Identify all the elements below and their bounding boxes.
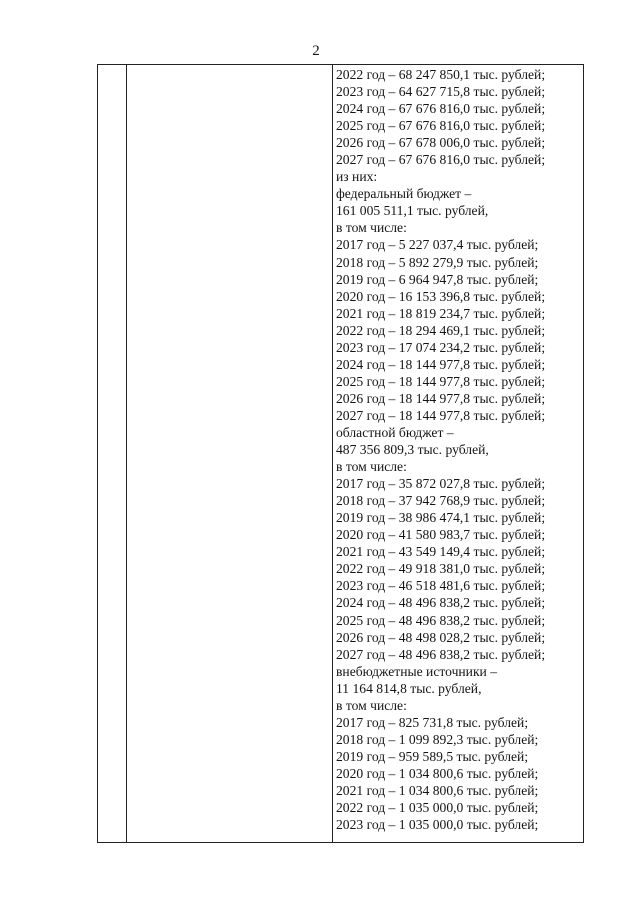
budget-line: 2017 год – 35 872 027,8 тыс. рублей; (336, 476, 546, 492)
budget-line: 2020 год – 41 580 983,7 тыс. рублей; (336, 527, 546, 543)
budget-table (97, 64, 584, 843)
budget-line: 2025 год – 18 144 977,8 тыс. рублей; (336, 373, 546, 389)
budget-line: 2021 год – 43 549 149,4 тыс. рублей; (336, 544, 546, 560)
budget-line: 2026 год – 48 498 028,2 тыс. рублей; (336, 629, 546, 645)
budget-line: в том числе: (336, 697, 407, 713)
value-lines (333, 65, 583, 833)
page-number: 2 (312, 43, 320, 59)
budget-line: 2022 год – 18 294 469,1 тыс. рублей; (336, 322, 546, 338)
budget-line: 2027 год – 18 144 977,8 тыс. рублей; (336, 407, 546, 423)
budget-line: 2024 год – 67 676 816,0 тыс. рублей; (336, 101, 546, 117)
budget-line: 161 005 511,1 тыс. рублей, (336, 203, 489, 219)
budget-line: 2018 год – 37 942 768,9 тыс. рублей; (336, 493, 546, 509)
budget-line: 2018 год – 1 099 892,3 тыс. рублей; (336, 731, 539, 747)
parameter-name-cell (127, 65, 333, 843)
table-row (98, 65, 584, 843)
budget-line: 2023 год – 1 035 000,0 тыс. рублей; (336, 817, 539, 833)
budget-line: из них: (336, 169, 378, 185)
budget-line: 2025 год – 48 496 838,2 тыс. рублей; (336, 612, 546, 628)
budget-line: 2022 год – 68 247 850,1 тыс. рублей; (336, 67, 546, 82)
budget-line: 487 356 809,3 тыс. рублей, (336, 442, 489, 458)
budget-line: 2025 год – 67 676 816,0 тыс. рублей; (336, 118, 546, 134)
budget-line: 2023 год – 17 074 234,2 тыс. рублей; (336, 339, 546, 355)
budget-line: 2017 год – 5 227 037,4 тыс. рублей; (336, 237, 539, 253)
budget-line: 2023 год – 46 518 481,6 тыс. рублей; (336, 578, 546, 594)
budget-line: 2019 год – 38 986 474,1 тыс. рублей; (336, 510, 546, 526)
budget-line: 2027 год – 48 496 838,2 тыс. рублей; (336, 646, 546, 662)
budget-line: федеральный бюджет – (336, 186, 472, 202)
budget-line: 2024 год – 18 144 977,8 тыс. рублей; (336, 356, 546, 372)
budget-line: 2023 год – 64 627 715,8 тыс. рублей; (336, 84, 546, 100)
row-number-cell (98, 65, 127, 843)
budget-line: в том числе: (336, 220, 407, 236)
budget-line: 2026 год – 67 678 006,0 тыс. рублей; (336, 135, 546, 151)
budget-line: 2026 год – 18 144 977,8 тыс. рублей; (336, 390, 546, 406)
budget-line: 2021 год – 18 819 234,7 тыс. рублей; (336, 305, 546, 321)
budget-line: 11 164 814,8 тыс. рублей, (336, 680, 482, 696)
budget-line: областной бюджет – (336, 424, 454, 440)
budget-line: 2019 год – 959 589,5 тыс. рублей; (336, 748, 529, 764)
budget-line: 2019 год – 6 964 947,8 тыс. рублей; (336, 271, 539, 287)
budget-line: 2027 год – 67 676 816,0 тыс. рублей; (336, 152, 546, 168)
budget-line: 2022 год – 1 035 000,0 тыс. рублей; (336, 800, 539, 816)
budget-line: 2020 год – 16 153 396,8 тыс. рублей; (336, 288, 546, 304)
parameter-value-cell (333, 65, 584, 843)
budget-line: 2020 год – 1 034 800,6 тыс. рублей; (336, 765, 539, 781)
budget-line: внебюджетные источники – (336, 663, 498, 679)
budget-line: 2022 год – 49 918 381,0 тыс. рублей; (336, 561, 546, 577)
budget-line: 2018 год – 5 892 279,9 тыс. рублей; (336, 254, 539, 270)
budget-line: 2024 год – 48 496 838,2 тыс. рублей; (336, 595, 546, 611)
budget-line: в том числе: (336, 459, 407, 475)
budget-line: 2021 год – 1 034 800,6 тыс. рублей; (336, 782, 539, 798)
budget-line: 2017 год – 825 731,8 тыс. рублей; (336, 714, 529, 730)
